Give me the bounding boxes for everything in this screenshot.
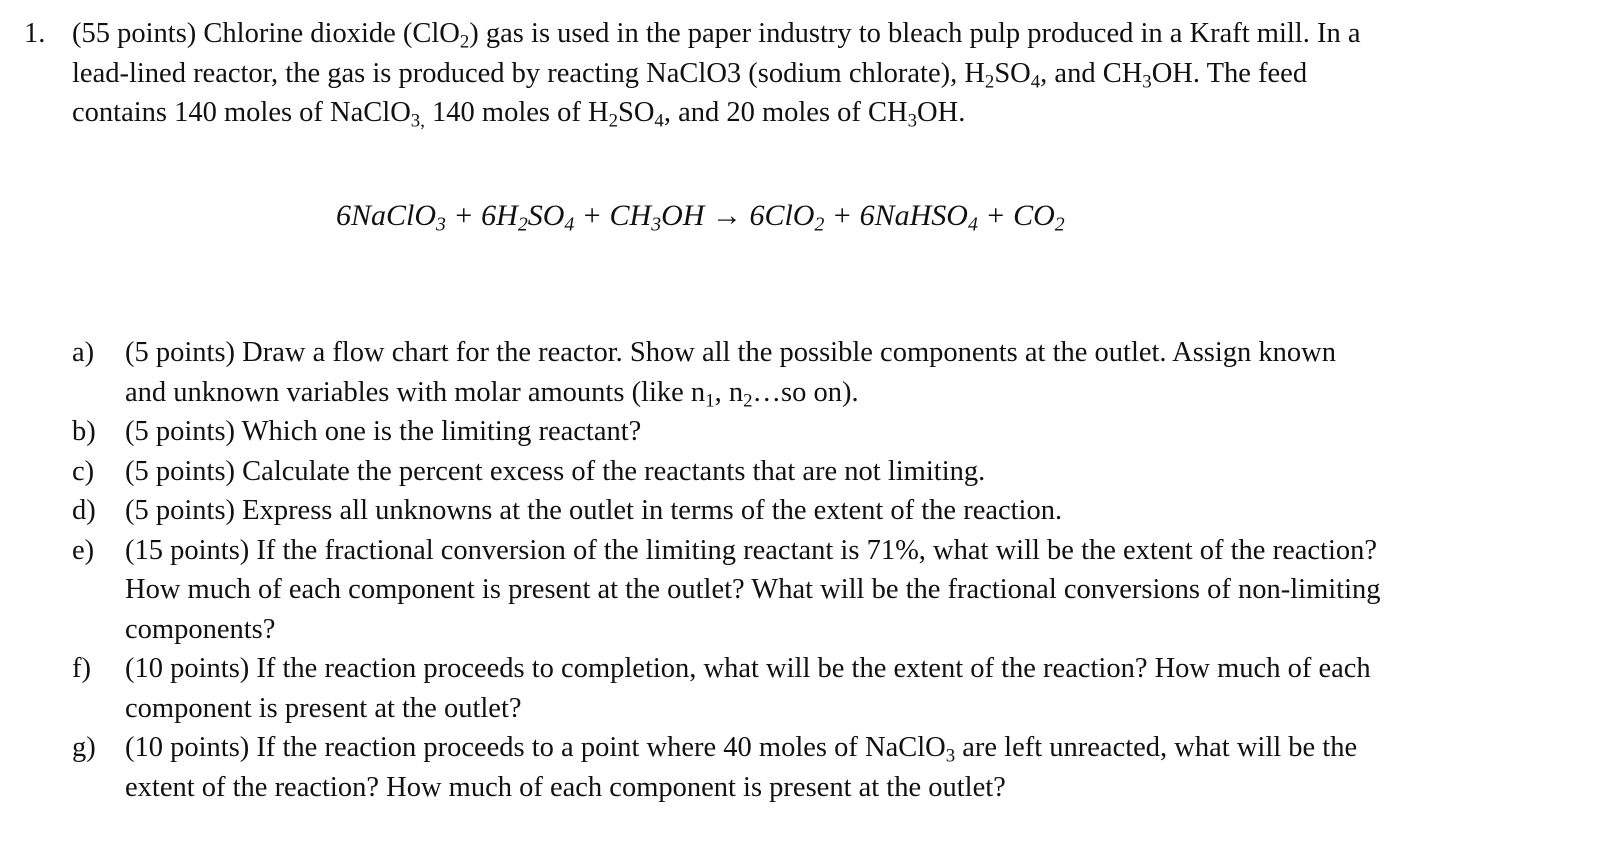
part-text: (10 points) If the reaction proceeds to a point where 40 moles of NaClO$_3$ are left unreacted, what will be the extent of the reaction? How much of each component is present at the outlet? bbox=[125, 732, 1358, 803]
part-d bbox=[72, 491, 1602, 531]
part-c bbox=[72, 452, 1602, 492]
part-g bbox=[72, 728, 1602, 807]
part-a bbox=[72, 333, 1602, 412]
problem-number: 1. bbox=[24, 18, 46, 49]
reaction-equation: 6NaClO$_3$ + $6H_2SO_4 + CH_3OH \to 6ClO_2$ + 6NaHSO$_4$ + $CO_2$ bbox=[336, 199, 1065, 236]
part-b bbox=[72, 412, 1602, 452]
problem-line-1: 1. (55 points) Chlorine dioxide (ClO$_2$) gas is used in the paper industry to bleach pulp produced in a Kraft mill. In a bbox=[24, 14, 1604, 54]
part-label: f) bbox=[72, 653, 91, 684]
part-text: (5 points) Express all unknowns at the outlet in terms of the extent of the reaction. bbox=[125, 495, 1063, 526]
part-label: e) bbox=[72, 534, 95, 566]
question-parts bbox=[72, 333, 1602, 807]
part-label: g) bbox=[72, 732, 96, 763]
problem-line-3: contains 140 moles of NaClO$_{3,}$ 140 moles of $H_2SO_4$, and 20 moles of $CH_3OH$. bbox=[72, 97, 966, 132]
part-text: (5 points) Which one is the limiting reactant? bbox=[125, 416, 642, 447]
part-text: (5 points) Draw a flow chart for the reactor. Show all the possible components at the outlet. Assign known and unknown variables with molar amounts (like $n_1$, $n_2\dots so$ on). bbox=[125, 337, 1336, 411]
part-label: a) bbox=[72, 337, 95, 368]
problem-statement bbox=[24, 14, 1604, 133]
part-label: c) bbox=[72, 455, 95, 487]
part-text: (5 points) Calculate the percent excess of the reactants that are not limiting. bbox=[125, 455, 986, 487]
part-label: b) bbox=[72, 416, 96, 447]
part-text: (10 points) If the reaction proceeds to completion, what will be the extent of the reaction? How much of each component is present at the outlet? bbox=[125, 653, 1371, 724]
part-label: d) bbox=[72, 495, 96, 526]
part-text: (15 points) If the fractional conversion of the limiting reactant is 71%, what will be the extent of the reaction? How much of each component is present at the outlet? What will be the fractional conversions of non-limiting components? bbox=[125, 534, 1381, 645]
part-e bbox=[72, 531, 1602, 650]
part-f bbox=[72, 649, 1602, 728]
problem-line-2: lead-lined reactor, the gas is produced by reacting NaClO3 (sodium chlorate), $H_2SO_4$, and $CH_3OH$. The feed bbox=[72, 57, 1308, 92]
